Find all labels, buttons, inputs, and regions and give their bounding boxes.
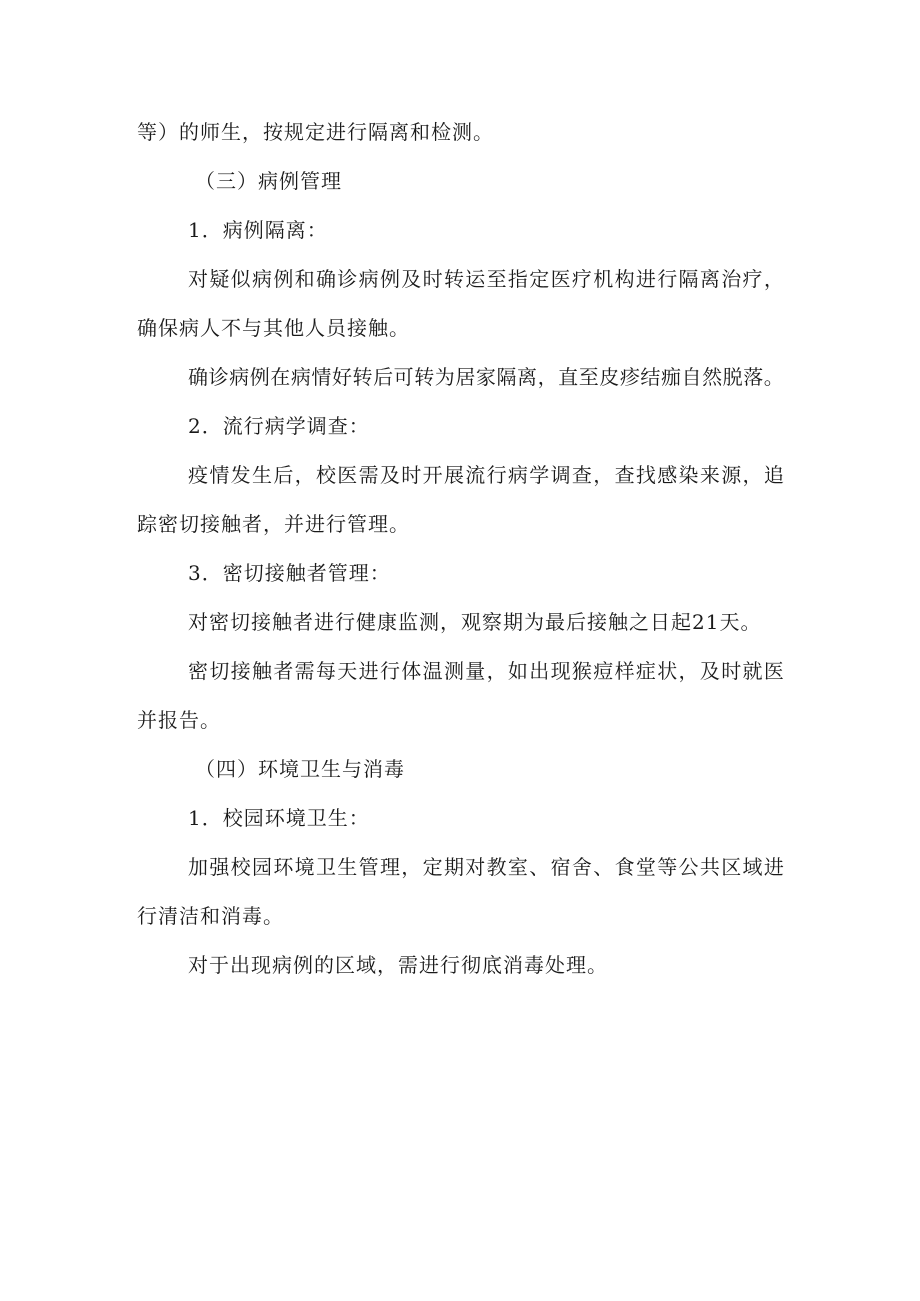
paragraph-line: 踪密切接触者，并进行管理。 — [137, 512, 410, 536]
section-heading-4: （四）环境卫生与消毒 — [195, 757, 405, 781]
paragraph-line: 密 切 接 触 者 需 每 天 进 行 体 温 测 量 ， 如 出 现 猴 痘 样 症 状 ， 及 时 就 医 — [188, 659, 784, 683]
subheading-1: 1．校园环境卫生： — [188, 806, 370, 830]
paragraph-line: 对 疑 似 病 例 和 确 诊 病 例 及 时 转 运 至 指 定 医 疗 机 构 进 行 隔 离 治 疗 ， — [188, 267, 784, 291]
paragraph-line: 对密切接触者进行健康监测，观察期为最后接触之日起21天。 — [188, 610, 762, 634]
subheading-2: 2．流行病学调查： — [188, 414, 370, 438]
paragraph-line: 等）的师生，按规定进行隔离和检测。 — [137, 120, 494, 144]
paragraph-line: 加 强 校 园 环 境 卫 生 管 理 ， 定 期 对 教 室 、 宿 舍 、 食 堂 等 公 共 区 域 进 — [188, 855, 784, 879]
paragraph-line: 行清洁和消毒。 — [137, 904, 284, 928]
paragraph-line: 确保病人不与其他人员接触。 — [137, 316, 410, 340]
paragraph-line: 确 诊 病 例 在 病 情 好 转 后 可 转 为 居 家 隔 离 ， 直 至 皮 疹 结 痂 自 然 脱 落 。 — [188, 365, 784, 389]
section-heading-3: （三）病例管理 — [195, 169, 342, 193]
paragraph-line: 疫 情 发 生 后 ， 校 医 需 及 时 开 展 流 行 病 学 调 查 ， 查 找 感 染 来 源 ， 追 — [188, 463, 784, 487]
subheading-3: 3．密切接触者管理： — [188, 561, 391, 585]
subheading-1: 1．病例隔离： — [188, 218, 328, 242]
paragraph-line: 并报告。 — [137, 708, 221, 732]
paragraph-line: 对于出现病例的区域，需进行彻底消毒处理。 — [188, 953, 608, 977]
